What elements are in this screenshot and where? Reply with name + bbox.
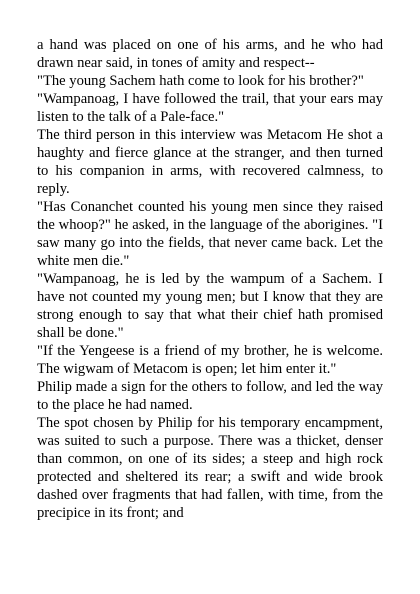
paragraph-dialogue-welcome: "If the Yengeese is a friend of my brother, he is welcome. The wigwam of Metacom is open; let him enter it." [37,343,383,377]
paragraph-dialogue-question: "The young Sachem hath come to look for his brother?" [37,73,364,89]
paragraph-narration-encampment: The spot chosen by Philip for his temporary encampment, was suited to such a purpose. There was a thicket, denser than common, on one of its sides; a steep and high rock protected and sheltered its rear; a swift and wide brook dashed over fragments that had fallen, with time, from the precipice in its front; and [37,415,383,521]
paragraph-narration-philip: Philip made a sign for the others to follow, and led the way to the place he had named. [37,379,383,413]
paragraph-dialogue-conanchet: "Has Conanchet counted his young men since they raised the whoop?" he asked, in the language of the aborigines. "I saw many go into the fields, that never came back. Let the white men die." [37,199,383,269]
paragraph-dialogue-reply: "Wampanoag, I have followed the trail, that your ears may listen to the talk of a Pale-face." [37,91,383,125]
paragraph-continuation: a hand was placed on one of his arms, and he who had drawn near said, in tones of amity and respect-- [37,37,383,71]
paragraph-dialogue-wampum: "Wampanoag, he is led by the wampum of a Sachem. I have not counted my young men; but I know that they are strong enough to say that what their chief hath promised shall be done." [37,271,383,341]
paragraph-narration-metacom: The third person in this interview was Metacom He shot a haughty and fierce glance at the stranger, and then turned to his companion in arms, with recovered calmness, to reply. [37,127,383,197]
book-page [37,36,383,522]
